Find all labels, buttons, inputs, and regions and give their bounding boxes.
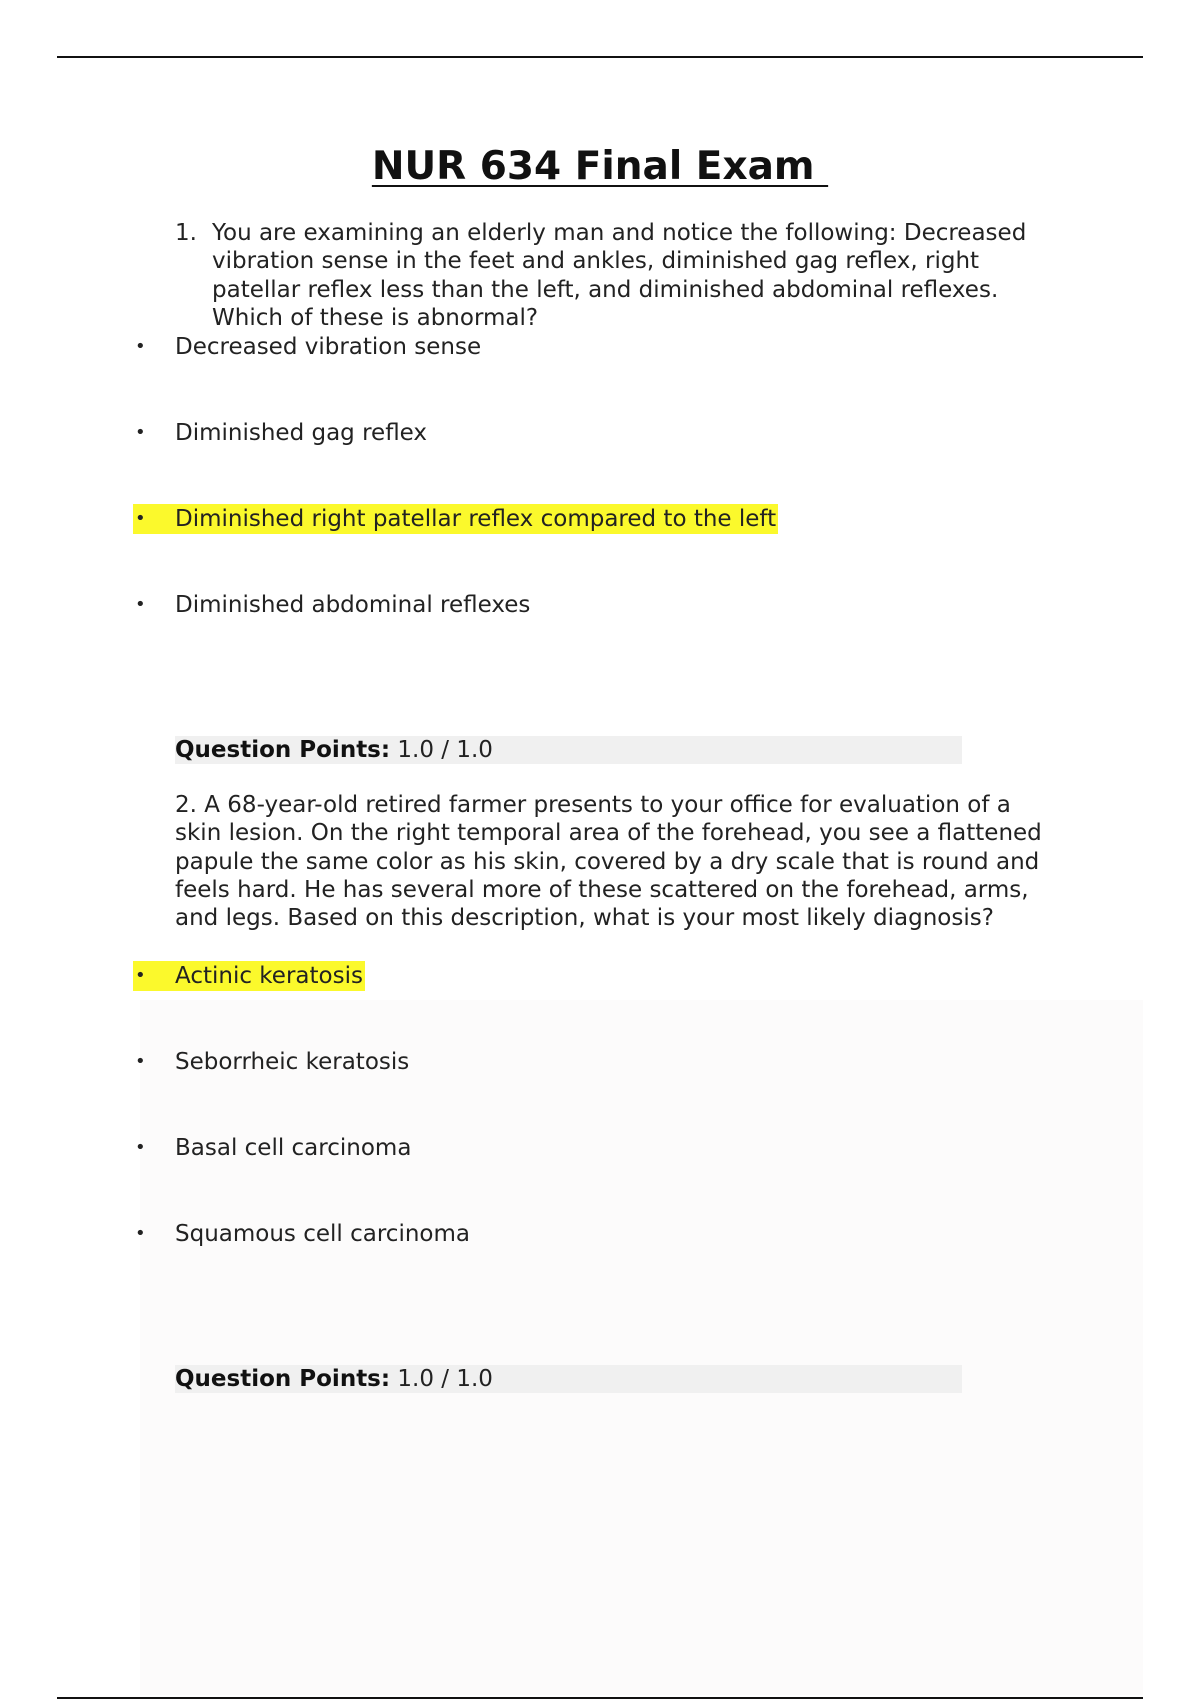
bullet: • [135, 336, 146, 357]
bullet: • [135, 422, 146, 443]
page-background-shade [140, 1000, 1143, 1695]
answer-option-label: Diminished abdominal reflexes [175, 592, 531, 618]
question-2-points [175, 1365, 962, 1393]
bullet: • [135, 1137, 146, 1158]
question-1-stem [175, 219, 1035, 332]
points-value: 1.0 / 1.0 [390, 1366, 493, 1392]
question-number: 1. [175, 220, 197, 246]
bottom-rule [57, 1697, 1143, 1699]
page-title: NUR 634 Final Exam [371, 144, 829, 189]
answer-option-label: Decreased vibration sense [175, 334, 482, 360]
bullet: • [133, 961, 175, 991]
question-text: 2. A 68-year-old retired farmer presents to your office for evaluation of a skin lesion. On the right temporal area of the forehead, you see a flattened papule the same color as his skin, covered by a dry scale that is round and feels hard. He has several more of these scattered on the forehead, arms, and legs. Based on this description, what is your most likely diagnosis? [175, 792, 1042, 932]
bullet: • [135, 1223, 146, 1244]
points-label: Question Points: [175, 1366, 391, 1392]
points-value: 1.0 / 1.0 [390, 737, 493, 763]
question-2-stem [175, 791, 1050, 932]
bullet: • [133, 504, 175, 534]
answer-option-label: Basal cell carcinoma [175, 1135, 412, 1161]
points-label: Question Points: [175, 737, 391, 763]
bullet: • [135, 594, 146, 615]
answer-option-label: Actinic keratosis [175, 963, 363, 989]
top-rule [57, 56, 1143, 58]
answer-option-label: Squamous cell carcinoma [175, 1221, 470, 1247]
bullet: • [135, 1051, 146, 1072]
answer-option-label: Diminished right patellar reflex compared to the left [175, 506, 777, 532]
answer-option-label: Seborrheic keratosis [175, 1049, 410, 1075]
answer-option-label: Diminished gag reflex [175, 420, 428, 446]
question-text: You are examining an elderly man and notice the following: Decreased vibration sense in the feet and ankles, diminished gag reflex, right patellar reflex less than the left, and diminished abdominal reflexes. Which of these is abnormal? [212, 220, 1027, 331]
question-1-points [175, 736, 962, 764]
